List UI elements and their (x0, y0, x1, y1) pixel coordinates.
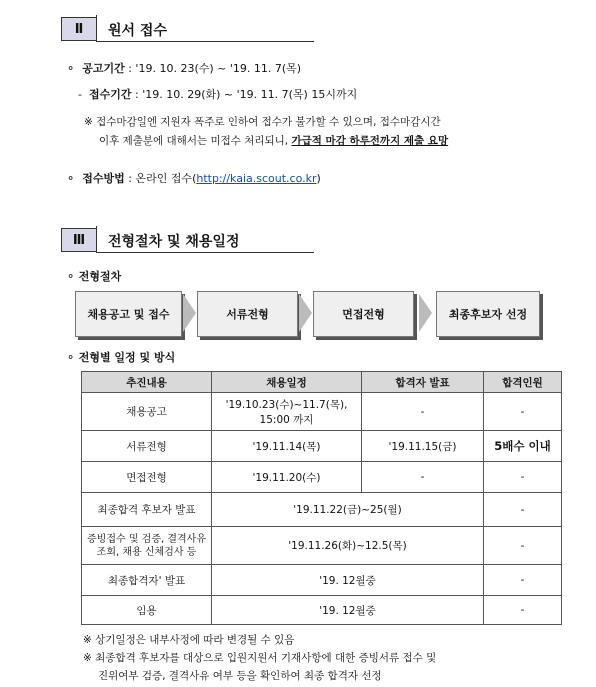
note-prefix: 이후 제출분에 대해서는 미접수 처리되니, (99, 135, 289, 147)
cell-count: - (484, 493, 562, 527)
cell-item: 증빙접수 및 검증, 결격사유 조회, 채용 신체검사 등 (82, 527, 212, 565)
section3-title: 전형절차 및 채용일정 (108, 234, 240, 250)
cell-item: 서류전형 (82, 431, 212, 462)
step-4: 최종후보자 선정 (436, 291, 540, 337)
cell-announce: '19.11.15(금) (362, 431, 484, 462)
cell-count: - (484, 462, 562, 493)
table-row (82, 596, 562, 625)
step-2: 서류전형 (197, 291, 298, 337)
cell-count: - (484, 565, 562, 596)
arrow-right-icon (183, 294, 196, 332)
period-label: 공고기간 (82, 62, 125, 75)
step-1: 채용공고 및 접수 (75, 291, 182, 337)
table-row (82, 393, 562, 431)
header-count: 합격인원 (484, 372, 562, 393)
section2-underline (96, 41, 314, 42)
section2-divider (96, 15, 97, 42)
receipt-note-line2 (99, 133, 448, 148)
header-announce: 합격자 발표 (362, 372, 484, 393)
cell-merged-schedule: '19. 12월중 (212, 596, 484, 625)
cell-schedule: '19.11.20(수) (212, 462, 362, 493)
section3-divider (96, 226, 97, 253)
table-row (82, 493, 562, 527)
schedule-heading: ⚬ 전형별 일정 및 방식 (66, 351, 176, 364)
cell-item: 임용 (82, 596, 212, 625)
note-emphasis: 가급적 마감 하루전까지 제출 요망 (291, 135, 449, 147)
bullet-circle-icon: ⚬ (66, 172, 76, 185)
receipt-label: 접수기간 (88, 88, 132, 101)
bullet-circle-icon: ⚬ (66, 351, 76, 364)
method-label: 접수방법 (82, 172, 125, 185)
cell-item: 최종합격자' 발표 (82, 565, 212, 596)
table-row (82, 527, 562, 565)
cell-announce: - (362, 462, 484, 493)
procedure-heading: ⚬ 전형절차 (66, 270, 122, 283)
schedule-table (81, 371, 562, 625)
method-suffix: ) (316, 172, 321, 185)
cell-announce: - (362, 393, 484, 431)
header-item: 추진내용 (82, 372, 212, 393)
table-row (82, 462, 562, 493)
section2-number-box: Ⅱ (61, 17, 97, 41)
method-prefix: : 온라인 접수( (128, 172, 197, 185)
method-row (66, 170, 321, 186)
cell-schedule: '19.10.23(수)~11.7(목), 15:00 까지 (212, 393, 362, 431)
receipt-row (78, 86, 357, 102)
cell-merged-schedule: '19.11.26(화)~12.5(목) (212, 527, 484, 565)
dash-icon: - (78, 88, 82, 101)
section3-number-box: Ⅲ (61, 228, 97, 252)
period-value: : '19. 10. 23(수) ~ '19. 11. 7(목) (128, 62, 302, 75)
section2-title: 원서 접수 (108, 23, 167, 39)
apply-link[interactable]: http://kaia.scout.co.kr (196, 172, 317, 185)
step-3: 면접전형 (313, 291, 414, 337)
arrow-right-icon (299, 294, 312, 332)
table-row (82, 565, 562, 596)
footnote-1: ※ 상기일정은 내부사정에 따라 변경될 수 있음 (83, 634, 295, 646)
cell-item: 면접전형 (82, 462, 212, 493)
bullet-circle-icon: ⚬ (66, 62, 76, 75)
table-row (82, 431, 562, 462)
period-row (66, 60, 301, 76)
cell-merged-schedule: '19. 12월중 (212, 565, 484, 596)
cell-count: - (484, 393, 562, 431)
section3-underline (96, 252, 314, 253)
table-header-row (82, 372, 562, 393)
arrow-right-icon (419, 294, 432, 332)
cell-merged-schedule: '19.11.22(금)~25(월) (212, 493, 484, 527)
cell-count: - (484, 596, 562, 625)
header-schedule: 채용일정 (212, 372, 362, 393)
receipt-note-line1: ※ 접수마감일엔 지원자 폭주로 인하여 접수가 불가할 수 있으며, 접수마감시간 (84, 116, 441, 128)
footnote-2: ※ 최종합격 후보자를 대상으로 입원지원서 기재사항에 대한 증빙서류 접수 및 (83, 652, 437, 664)
cell-item: 최종합격 후보자 발표 (82, 493, 212, 527)
footnote-3: 진위여부 검증, 결격사유 여부 등을 확인하여 최종 합격자 선정 (98, 670, 382, 682)
cell-schedule: '19.11.14(목) (212, 431, 362, 462)
cell-item: 채용공고 (82, 393, 212, 431)
cell-count: 5배수 이내 (484, 431, 562, 462)
bullet-circle-icon: ⚬ (66, 270, 76, 283)
receipt-value: : '19. 10. 29(화) ~ '19. 11. 7(목) 15시까지 (135, 88, 358, 101)
cell-count: - (484, 527, 562, 565)
